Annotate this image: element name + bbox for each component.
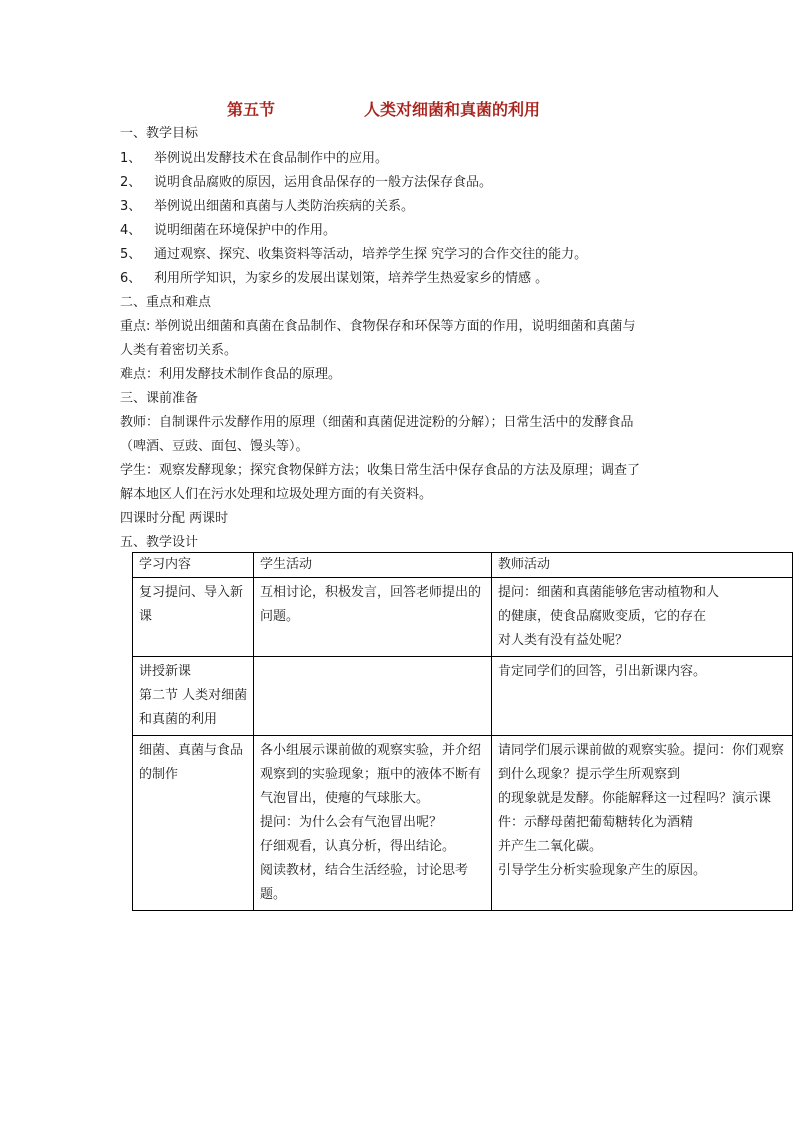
cell-text: 仔细观看，认真分析，得出结论。 bbox=[260, 839, 456, 854]
cell-text: 提问：细菌和真菌能够危害动植物和人 bbox=[498, 585, 720, 600]
cell-text: 提问：为什么会有气泡冒出呢？ bbox=[260, 815, 443, 830]
cell-text: 并产生二氧化碳。 bbox=[498, 839, 603, 854]
goal-number: 5、 bbox=[120, 247, 142, 262]
content-cell bbox=[133, 657, 254, 736]
cell-text: 对人类有没有益处呢？ bbox=[498, 633, 629, 648]
class-schedule: 四课时分配 两课时 bbox=[120, 511, 229, 526]
student-activity-cell bbox=[254, 657, 492, 736]
lesson-name: 人类对细菌和真菌的利用 bbox=[364, 100, 541, 119]
student-activity-cell bbox=[254, 736, 492, 911]
teacher-prep-line: 教师：自制课件示发酵作用的原理（细菌和真菌促进淀粉的分解）；日常生活中的发酵食品 bbox=[120, 415, 634, 430]
goal-number: 1、 bbox=[120, 151, 142, 166]
table-row bbox=[133, 657, 793, 736]
key-point-line: 人类有着密切关系。 bbox=[120, 343, 238, 358]
goal-text: 说明食品腐败的原因，运用食品保存的一般方法保存食品。 bbox=[154, 175, 493, 190]
teacher-activity-cell bbox=[492, 736, 793, 911]
cell-text: 各小组展示课前做的观察实验，并介绍观察到的实验现象；瓶中的液体不断有气泡冒出，使瘪的气球胀大。 bbox=[260, 743, 482, 806]
cell-text: 引导学生分析实验现象产生的原因。 bbox=[498, 863, 707, 878]
goal-number: 4、 bbox=[120, 223, 142, 238]
content-cell bbox=[133, 578, 254, 657]
goal-text: 举例说出细菌和真菌与人类防治疾病的关系。 bbox=[154, 199, 415, 214]
design-heading: 五、教学设计 bbox=[120, 535, 199, 550]
goal-number: 3、 bbox=[120, 199, 142, 214]
goal-item bbox=[120, 246, 587, 264]
student-activity-cell bbox=[254, 578, 492, 657]
goal-text: 通过观察、探究、收集资料等活动，培养学生探 究学习的合作交往的能力。 bbox=[154, 247, 588, 262]
header-cell: 教师活动 bbox=[492, 553, 793, 578]
goal-text: 利用所学知识，为家乡的发展出谋划策，培养学生热爱家乡的情感 。 bbox=[154, 271, 549, 286]
cell-text: 请同学们展示课前做的观察实验。提问：你们观察到什么现象？提示学生所观察到 bbox=[498, 743, 785, 782]
goal-text: 说明细菌在环境保护中的作用。 bbox=[154, 223, 337, 238]
goal-item bbox=[120, 270, 548, 288]
cell-text: 的健康，使食品腐败变质，它的存在 bbox=[498, 609, 707, 624]
lesson-section-number: 第五节 bbox=[227, 100, 276, 119]
student-prep-line: 解本地区人们在污水处理和垃圾处理方面的有关资料。 bbox=[120, 487, 433, 502]
cell-text: 互相讨论，积极发言，回答老师提出的问题。 bbox=[260, 585, 482, 624]
teaching-design-table bbox=[132, 552, 793, 911]
goal-number: 2、 bbox=[120, 175, 142, 190]
keypoints-heading: 二、重点和难点 bbox=[120, 295, 212, 310]
teacher-activity-cell bbox=[492, 578, 793, 657]
goal-item bbox=[120, 222, 336, 240]
key-point-line: 重点: 举例说出细菌和真菌在食品制作、食物保存和环保等方面的作用，说明细菌和真菌与 bbox=[120, 319, 636, 334]
cell-text: 讲授新课 bbox=[139, 664, 192, 679]
cell-text: 复习提问、导入新课 bbox=[139, 585, 244, 624]
difficult-point: 难点：利用发酵技术制作食品的原理。 bbox=[120, 367, 342, 382]
table-row bbox=[133, 736, 793, 911]
teacher-activity-cell bbox=[492, 657, 793, 736]
cell-text: 的现象就是发酵。你能解释这一过程吗？演示课件：示酵母菌把葡萄糖转化为酒精 bbox=[498, 791, 772, 830]
goal-item bbox=[120, 150, 388, 168]
goal-text: 举例说出发酵技术在食品制作中的应用。 bbox=[154, 151, 389, 166]
cell-text: 第二节 人类对细菌和真菌的利用 bbox=[139, 688, 248, 727]
goal-number: 6、 bbox=[120, 271, 142, 286]
goals-heading: 一、教学目标 bbox=[120, 126, 199, 141]
goal-item bbox=[120, 198, 414, 216]
header-cell: 学生活动 bbox=[254, 553, 492, 578]
header-cell: 学习内容 bbox=[133, 553, 254, 578]
student-prep-line: 学生：观察发酵现象；探究食物保鲜方法；收集日常生活中保存食品的方法及原理；调查了 bbox=[120, 463, 641, 478]
table-row bbox=[133, 578, 793, 657]
teacher-prep-line: （啤酒、豆豉、面包、馒头等）。 bbox=[120, 439, 309, 454]
content-cell bbox=[133, 736, 254, 911]
cell-text: 细菌、真菌与食品的制作 bbox=[139, 743, 244, 782]
goal-item bbox=[120, 174, 492, 192]
table-header-row bbox=[133, 553, 793, 578]
prep-heading: 三、课前准备 bbox=[120, 391, 199, 406]
cell-text: 阅读教材，结合生活经验，讨论思考题。 bbox=[260, 863, 469, 902]
cell-text: 肯定同学们的回答，引出新课内容。 bbox=[498, 664, 707, 679]
